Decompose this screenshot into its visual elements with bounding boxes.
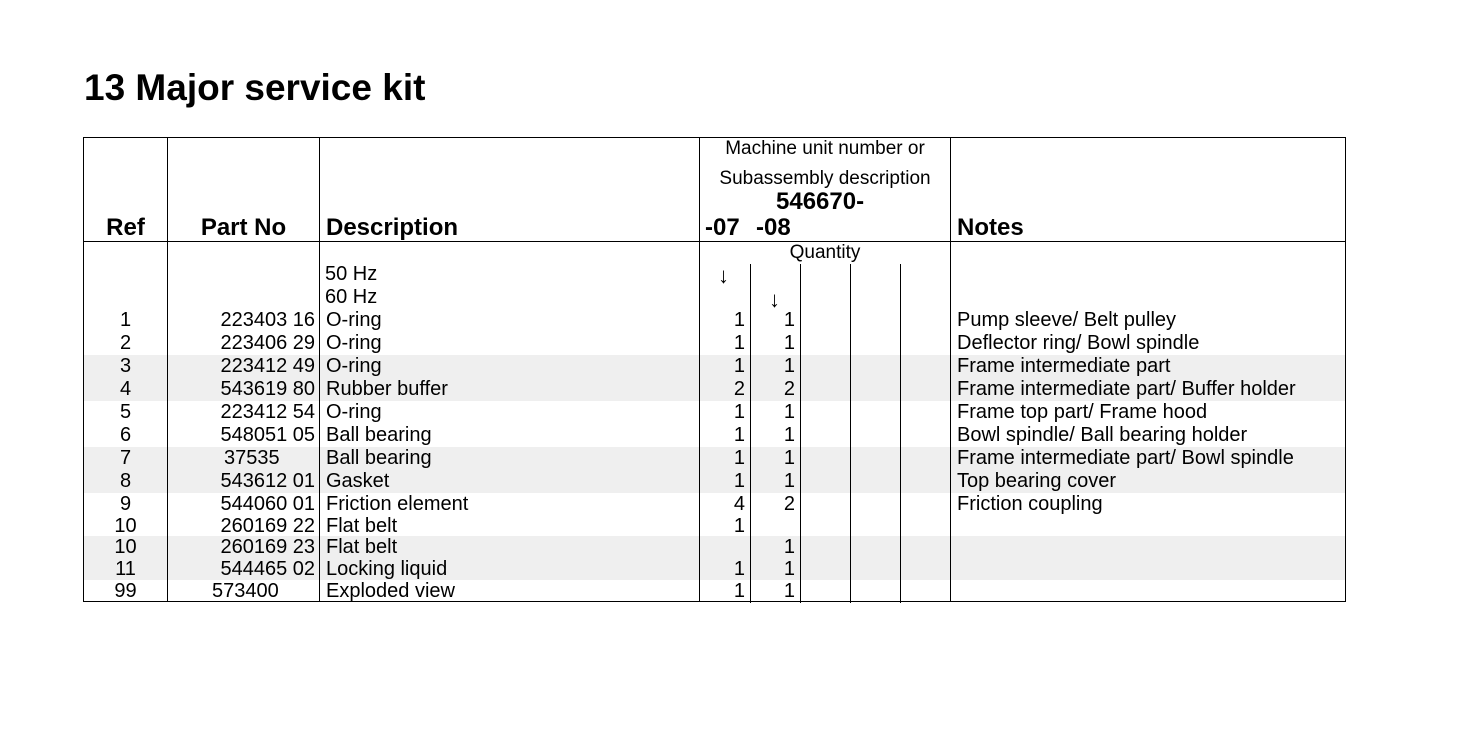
cell-description: O-ring [326, 332, 382, 354]
cell-qty-08: 1 [783, 580, 795, 602]
cell-description: Flat belt [326, 515, 398, 537]
cell-description: Ball bearing [326, 424, 432, 446]
table-row [84, 515, 1345, 538]
cell-ref: 4 [119, 378, 132, 400]
cell-description: O-ring [326, 309, 382, 331]
header-ref: Ref [106, 214, 145, 241]
table-row [84, 309, 1345, 332]
page-title: 13 Major service kit [84, 67, 426, 108]
cell-ref: 7 [119, 447, 132, 469]
cell-qty-07: 1 [733, 355, 745, 377]
cell-part-no: 223412 49 [220, 355, 315, 377]
cell-qty-07: 1 [733, 332, 745, 354]
cell-qty-07: 1 [733, 515, 745, 537]
header-notes: Notes [957, 214, 1024, 241]
parts-table [83, 137, 1346, 602]
cell-description: O-ring [326, 355, 382, 377]
cell-description: Friction element [326, 493, 469, 515]
cell-part-no: 543619 80 [220, 378, 315, 400]
header-machine-line1: Machine unit number or [725, 138, 925, 159]
cell-ref: 10 [114, 536, 137, 558]
cell-qty-07: 1 [733, 401, 745, 423]
cell-part-no: 223406 29 [220, 332, 315, 354]
cell-qty-07: 1 [733, 309, 745, 331]
cell-notes: Frame intermediate part [957, 355, 1171, 377]
table-row [84, 332, 1345, 355]
table-row [84, 401, 1345, 424]
cell-notes: Frame intermediate part/ Buffer holder [957, 378, 1296, 400]
table-row [84, 536, 1345, 559]
down-arrow-icon: ↓ [769, 287, 780, 312]
table-row [84, 580, 1345, 603]
cell-qty-08: 1 [783, 447, 795, 469]
table-row [84, 470, 1345, 493]
header-machine-line2: Subassembly description [719, 168, 931, 189]
cell-part-no: 37535 [224, 447, 280, 469]
cell-qty-07: 1 [733, 447, 745, 469]
cell-part-no: 223412 54 [220, 401, 315, 423]
cell-ref: 8 [119, 470, 132, 492]
cell-notes: Top bearing cover [957, 470, 1116, 492]
cell-qty-08: 1 [783, 401, 795, 423]
cell-qty-07: 4 [733, 493, 745, 515]
cell-notes: Friction coupling [957, 493, 1103, 515]
cell-description: Exploded view [326, 580, 455, 602]
cell-description: Flat belt [326, 536, 398, 558]
cell-qty-08: 2 [783, 378, 795, 400]
cell-part-no: 260169 22 [220, 515, 315, 537]
cell-notes: Frame top part/ Frame hood [957, 401, 1208, 423]
cell-qty-07: 1 [733, 424, 745, 446]
cell-qty-07: 1 [733, 580, 745, 602]
header-part-no: Part No [200, 214, 287, 241]
cell-description: O-ring [326, 401, 382, 423]
cell-qty-08: 2 [783, 493, 795, 515]
cell-part-no: 573400 [212, 580, 279, 602]
cell-qty-08: 1 [783, 536, 795, 558]
cell-notes: Pump sleeve/ Belt pulley [957, 309, 1177, 331]
cell-qty-08: 1 [783, 424, 795, 446]
cell-qty-08: 1 [783, 309, 795, 331]
cell-ref: 2 [119, 332, 132, 354]
header-description: Description [326, 214, 459, 241]
header-variant-07: -07 [705, 214, 740, 241]
down-arrow-icon: ↓ [718, 263, 729, 288]
cell-part-no: 260169 23 [220, 536, 315, 558]
cell-ref: 1 [119, 309, 132, 331]
cell-part-no: 543612 01 [220, 470, 315, 492]
table-row [84, 355, 1345, 378]
cell-qty-07: 1 [733, 558, 745, 580]
cell-ref: 99 [114, 580, 137, 602]
table-row [84, 424, 1345, 447]
cell-qty-07: 1 [733, 470, 745, 492]
frequency-50hz: 50 Hz [325, 263, 378, 285]
cell-ref: 10 [114, 515, 137, 537]
cell-ref: 11 [115, 558, 136, 580]
cell-notes: Frame intermediate part/ Bowl spindle [957, 447, 1294, 469]
cell-description: Gasket [326, 470, 390, 492]
cell-ref: 3 [119, 355, 132, 377]
table-row [84, 558, 1345, 581]
cell-qty-08: 1 [783, 355, 795, 377]
cell-part-no: 223403 16 [220, 309, 315, 331]
cell-qty-08: 1 [783, 470, 795, 492]
cell-part-no: 548051 05 [220, 424, 315, 446]
table-row [84, 493, 1345, 516]
table-row [84, 447, 1345, 470]
cell-qty-08: 1 [783, 332, 795, 354]
cell-qty-07: 2 [733, 378, 745, 400]
cell-qty-08: 1 [783, 558, 795, 580]
cell-part-no: 544465 02 [220, 558, 315, 580]
header-quantity: Quantity [789, 242, 861, 263]
cell-ref: 5 [119, 401, 132, 423]
cell-ref: 6 [119, 424, 132, 446]
cell-description: Locking liquid [326, 558, 448, 580]
cell-notes: Deflector ring/ Bowl spindle [957, 332, 1200, 354]
header-machine-number: 546670- [776, 188, 865, 215]
cell-description: Rubber buffer [326, 378, 448, 400]
cell-part-no: 544060 01 [220, 493, 315, 515]
header-variant-08: -08 [756, 214, 791, 241]
cell-notes: Bowl spindle/ Ball bearing holder [957, 424, 1248, 446]
cell-ref: 9 [119, 493, 132, 515]
table-row [84, 378, 1345, 401]
frequency-60hz: 60 Hz [325, 286, 378, 308]
cell-description: Ball bearing [326, 447, 432, 469]
